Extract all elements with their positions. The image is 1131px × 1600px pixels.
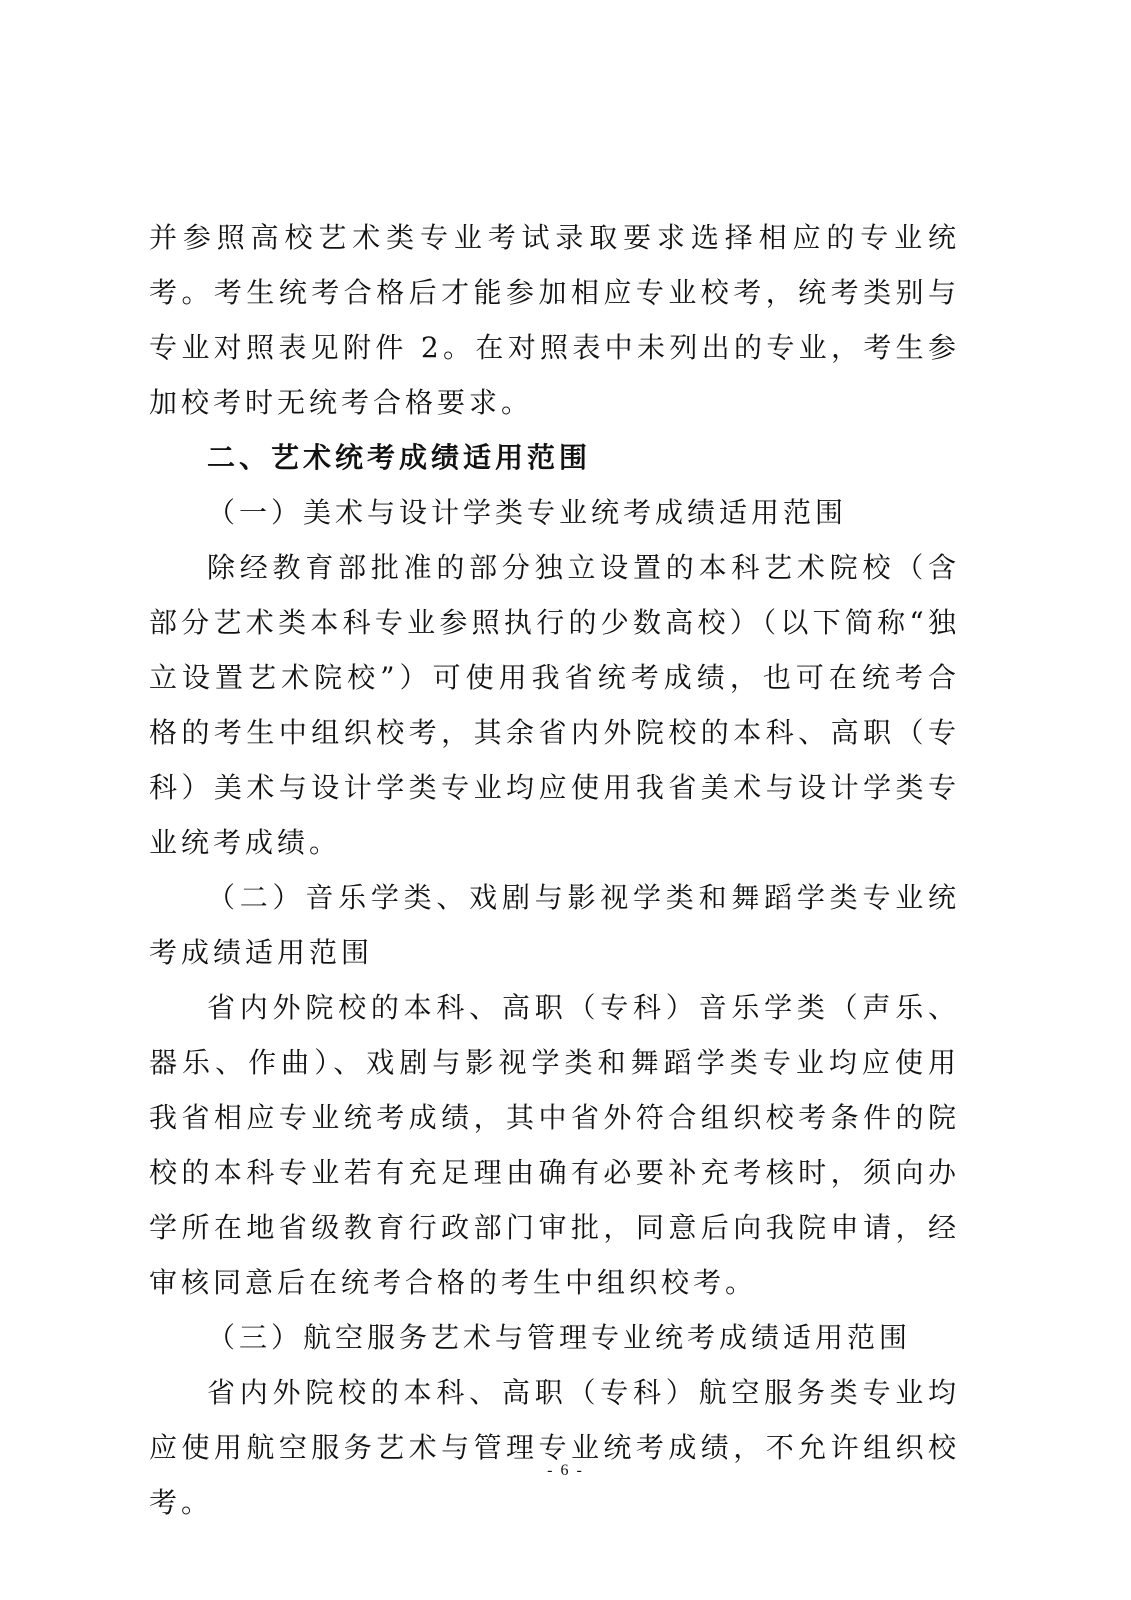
body-text <box>149 210 960 1530</box>
section-two-heading: 二、艺术统考成绩适用范围 <box>207 441 592 474</box>
subsection-2-body: 省内外院校的本科、高职（专科）音乐学类（声乐、器乐、作曲）、戏剧与影视学类和舞蹈学类专业均应使用我省相应专业统考成绩，其中省外符合组织校考条件的院校的本科专业若有充足理由确有必要补充考核时，须向办学所在地省级教育行政部门审批，同意后向我院申请，经审核同意后在统考合格的考生中组织校考。 <box>149 991 960 1299</box>
continuation-paragraph: 并参照高校艺术类专业考试录取要求选择相应的专业统考。考生统考合格后才能参加相应专业校考，统考类别与专业对照表见附件 2。在对照表中未列出的专业，考生参加校考时无统考合格要求。 <box>149 221 960 419</box>
page-number: - 6 - <box>547 1462 584 1479</box>
subsection-1-heading: （一）美术与设计学类专业统考成绩适用范围 <box>207 496 848 529</box>
subsection-3-heading: （三）航空服务艺术与管理专业统考成绩适用范围 <box>207 1321 912 1354</box>
subsection-3-body: 省内外院校的本科、高职（专科）航空服务类专业均应使用航空服务艺术与管理专业统考成绩，不允许组织校考。 <box>149 1376 960 1519</box>
subsection-1-body: 除经教育部批准的部分独立设置的本科艺术院校（含部分艺术类本科专业参照执行的少数高校）（以下简称“独立设置艺术院校”）可使用我省统考成绩，也可在统考合格的考生中组织校考，其余省内外院校的本科、高职（专科）美术与设计学类专业均应使用我省美术与设计学类专业统考成绩。 <box>149 551 960 859</box>
subsection-2-heading: （二）音乐学类、戏剧与影视学类和舞蹈学类专业统考成绩适用范围 <box>149 881 960 969</box>
